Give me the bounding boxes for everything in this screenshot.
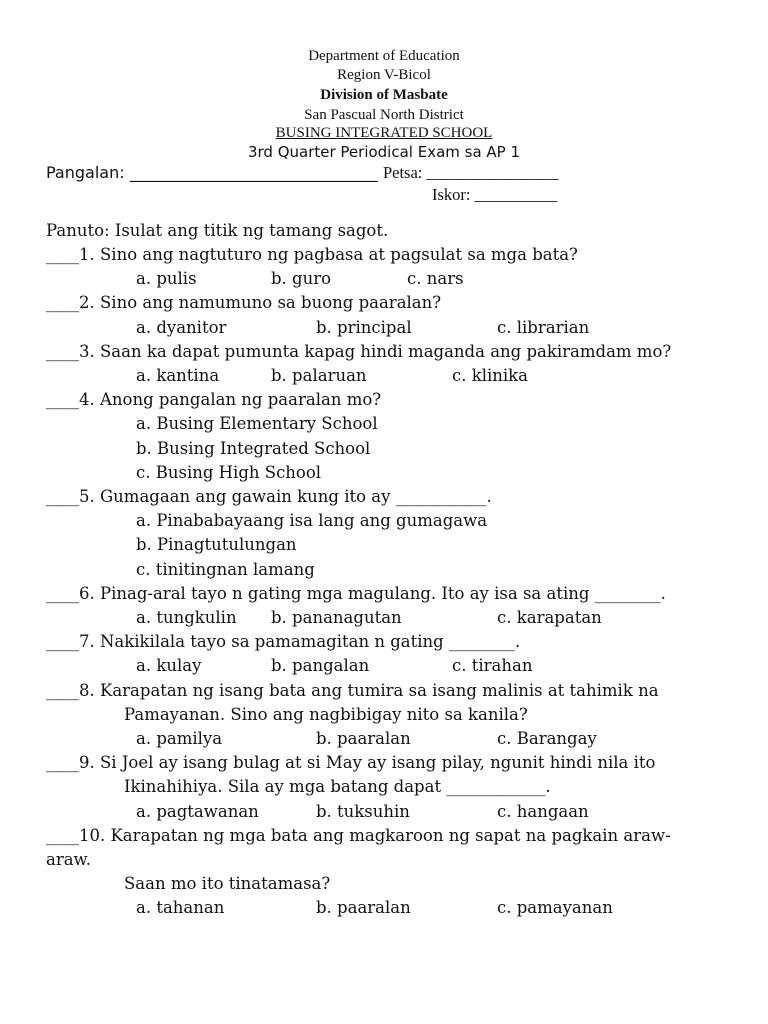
question-10-wrap: araw. xyxy=(46,850,91,869)
question-6-choice-b: b. pananagutan xyxy=(271,608,402,627)
question-7-choice-c: c. tirahan xyxy=(452,656,533,675)
question-6-choice-a: a. tungkulin xyxy=(136,608,237,627)
question-7-choice-a: a. kulay xyxy=(136,656,202,675)
question-5-text: ____5. Gumagaan ang gawain kung ito ay ___________. xyxy=(46,487,492,506)
question-10-text: ____10. Karapatan ng mga bata ang magkaroon ng sapat na pagkain araw- xyxy=(46,826,671,845)
question-6-choice-c: c. karapatan xyxy=(497,608,602,627)
header-district: San Pascual North District xyxy=(304,107,464,123)
question-7-choice-b: b. pangalan xyxy=(271,656,370,675)
header-school: BUSING INTEGRATED SCHOOL xyxy=(275,125,493,141)
question-7-text: ____7. Nakikilala tayo sa pamamagitan n gating ________. xyxy=(46,632,521,651)
question-4-text: ____4. Anong pangalan ng paaralan mo? xyxy=(46,390,382,409)
question-3-text: ____3. Saan ka dapat pumunta kapag hindi maganda ang pakiramdam mo? xyxy=(46,342,672,361)
instruction: Panuto: Isulat ang titik ng tamang sagot. xyxy=(46,221,389,240)
question-8-choice-a: a. pamilya xyxy=(136,729,223,748)
name-field-label: Pangalan: _______________________________ xyxy=(46,163,378,182)
question-3-choice-b: b. palaruan xyxy=(271,366,367,385)
question-9-continuation: Ikinahihiya. Sila ay mga batang dapat ____________. xyxy=(124,777,551,796)
question-1-choice-a: a. pulis xyxy=(136,269,197,288)
question-8-text: ____8. Karapatan ng isang bata ang tumira sa isang malinis at tahimik na xyxy=(46,681,659,700)
name-date-row xyxy=(46,163,559,183)
question-8-choice-b: b. paaralan xyxy=(316,729,411,748)
exam-title: 3rd Quarter Periodical Exam sa AP 1 xyxy=(247,143,521,161)
question-2-text: ____2. Sino ang namumuno sa buong paaralan? xyxy=(46,293,442,312)
question-1-choice-c: c. nars xyxy=(407,269,464,288)
question-5-choice-c: c. tinitingnan lamang xyxy=(136,560,315,579)
question-4-choice-a: a. Busing Elementary School xyxy=(136,414,378,433)
question-2-choice-b: b. principal xyxy=(316,318,412,337)
question-1-choice-b: b. guro xyxy=(271,269,332,288)
header-region: Region V-Bicol xyxy=(337,67,431,83)
question-8-continuation: Pamayanan. Sino ang nagbibigay nito sa kanila? xyxy=(124,705,528,724)
question-10-choice-b: b. paaralan xyxy=(316,898,411,917)
header-department: Department of Education xyxy=(308,48,460,64)
question-9-text: ____9. Si Joel ay isang bulag at si May ay isang pilay, ngunit hindi nila ito xyxy=(46,753,656,772)
question-4-choice-c: c. Busing High School xyxy=(136,463,322,482)
question-3-choice-c: c. klinika xyxy=(452,366,529,385)
question-5-choice-b: b. Pinagtutulungan xyxy=(136,535,297,554)
question-5-choice-a: a. Pinababayaang isa lang ang gumagawa xyxy=(136,511,488,530)
question-2-choice-a: a. dyanitor xyxy=(136,318,227,337)
question-10-choice-c: c. pamayanan xyxy=(497,898,613,917)
date-field-label: Petsa: ________________ xyxy=(382,163,559,182)
question-3-choice-a: a. kantina xyxy=(136,366,220,385)
question-8-choice-c: c. Barangay xyxy=(497,729,597,748)
question-9-choice-b: b. tuksuhin xyxy=(316,802,410,821)
question-10-continuation: Saan mo ito tinatamasa? xyxy=(124,874,331,893)
question-9-choice-a: a. pagtawanan xyxy=(136,802,259,821)
question-6-text: ____6. Pinag-aral tayo n gating mga magulang. Ito ay isa sa ating ________. xyxy=(46,584,666,603)
question-4-choice-b: b. Busing Integrated School xyxy=(136,439,371,458)
question-1-text: ____1. Sino ang nagtuturo ng pagbasa at pagsulat sa mga bata? xyxy=(46,245,578,264)
question-2-choice-c: c. librarian xyxy=(497,318,590,337)
question-10-choice-a: a. tahanan xyxy=(136,898,225,917)
header-division: Division of Masbate xyxy=(320,87,448,103)
question-9-choice-c: c. hangaan xyxy=(497,802,589,821)
score-field-label: Iskor: __________ xyxy=(432,185,558,204)
